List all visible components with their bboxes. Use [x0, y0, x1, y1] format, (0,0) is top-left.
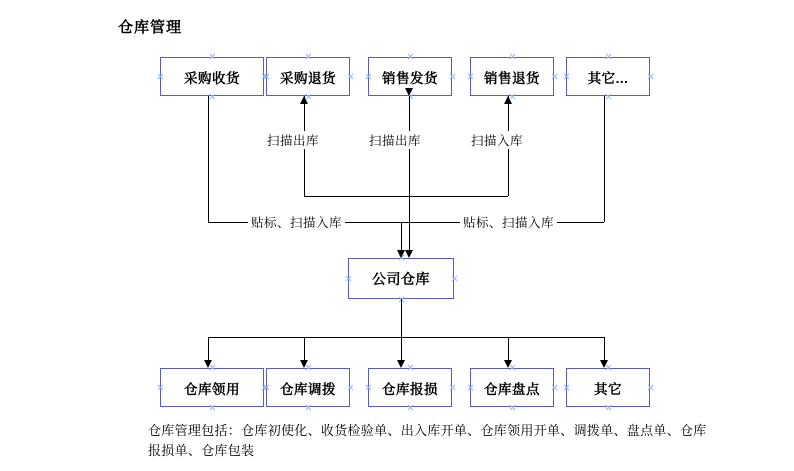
node-label: 仓库领用 [184, 381, 240, 397]
node-label: 其它... [587, 70, 629, 86]
node-sales-return[interactable] [470, 57, 554, 96]
node-label: 仓库报损 [382, 381, 438, 397]
node-label: 销售发货 [382, 70, 438, 86]
node-label: 其它 [594, 381, 622, 397]
arrowhead-icon [204, 360, 212, 368]
node-label: 仓库调拨 [280, 381, 336, 397]
node-warehouse-stocktake[interactable] [470, 368, 554, 407]
edge-to-damage [401, 337, 402, 360]
edge-rail-to-warehouse [401, 222, 402, 252]
arrowhead-icon [405, 88, 413, 96]
edge-purchase-receipt-down [208, 96, 209, 222]
arrowhead-icon [405, 250, 413, 258]
node-purchase-return[interactable] [266, 57, 350, 96]
node-warehouse-requisition[interactable] [160, 368, 264, 407]
edge-label-tag-scan-in-left: 贴标、扫描入库 [248, 213, 345, 231]
edge-to-bottom-other [604, 337, 605, 360]
edge-warehouse-down [401, 299, 402, 337]
edge-label-scan-out-1: 扫描出库 [264, 131, 322, 149]
footnote-text: 仓库管理包括：仓库初使化、收货检验单、出入库开单、仓库领用开单、调拨单、盘点单、仓库报损单、仓库包装 [148, 423, 707, 458]
edge-to-requisition [208, 337, 209, 360]
edge-label-tag-scan-in-right: 贴标、扫描入库 [460, 213, 557, 231]
node-warehouse-damage[interactable] [368, 368, 452, 407]
node-label: 公司仓库 [372, 270, 430, 287]
node-bottom-other[interactable] [566, 368, 650, 407]
arrowhead-icon [504, 360, 512, 368]
arrowhead-icon [300, 96, 308, 104]
node-company-warehouse[interactable] [348, 258, 454, 299]
arrowhead-icon [600, 360, 608, 368]
arrowhead-icon [504, 96, 512, 104]
edge-to-stocktake [508, 337, 509, 360]
node-label: 仓库盘点 [484, 381, 540, 397]
node-purchase-receipt[interactable] [160, 57, 264, 96]
arrowhead-icon [397, 360, 405, 368]
edge-label-scan-in-1: 扫描入库 [468, 131, 526, 149]
page-title: 仓库管理 [118, 19, 183, 36]
edge-bottom-rail [208, 337, 605, 338]
edge-top-other-down [604, 96, 605, 222]
node-label: 采购退货 [280, 70, 336, 86]
edge-label-scan-out-2: 扫描出库 [366, 131, 424, 149]
edge-purchase-return-right [304, 196, 508, 197]
node-warehouse-transfer[interactable] [266, 368, 350, 407]
edge-sales-delivery-down [409, 96, 410, 252]
arrowhead-icon [397, 250, 405, 258]
node-top-other[interactable] [566, 57, 650, 96]
edge-to-transfer [304, 337, 305, 360]
arrowhead-icon [300, 360, 308, 368]
node-label: 销售退货 [484, 70, 540, 86]
node-label: 采购收货 [184, 70, 240, 86]
